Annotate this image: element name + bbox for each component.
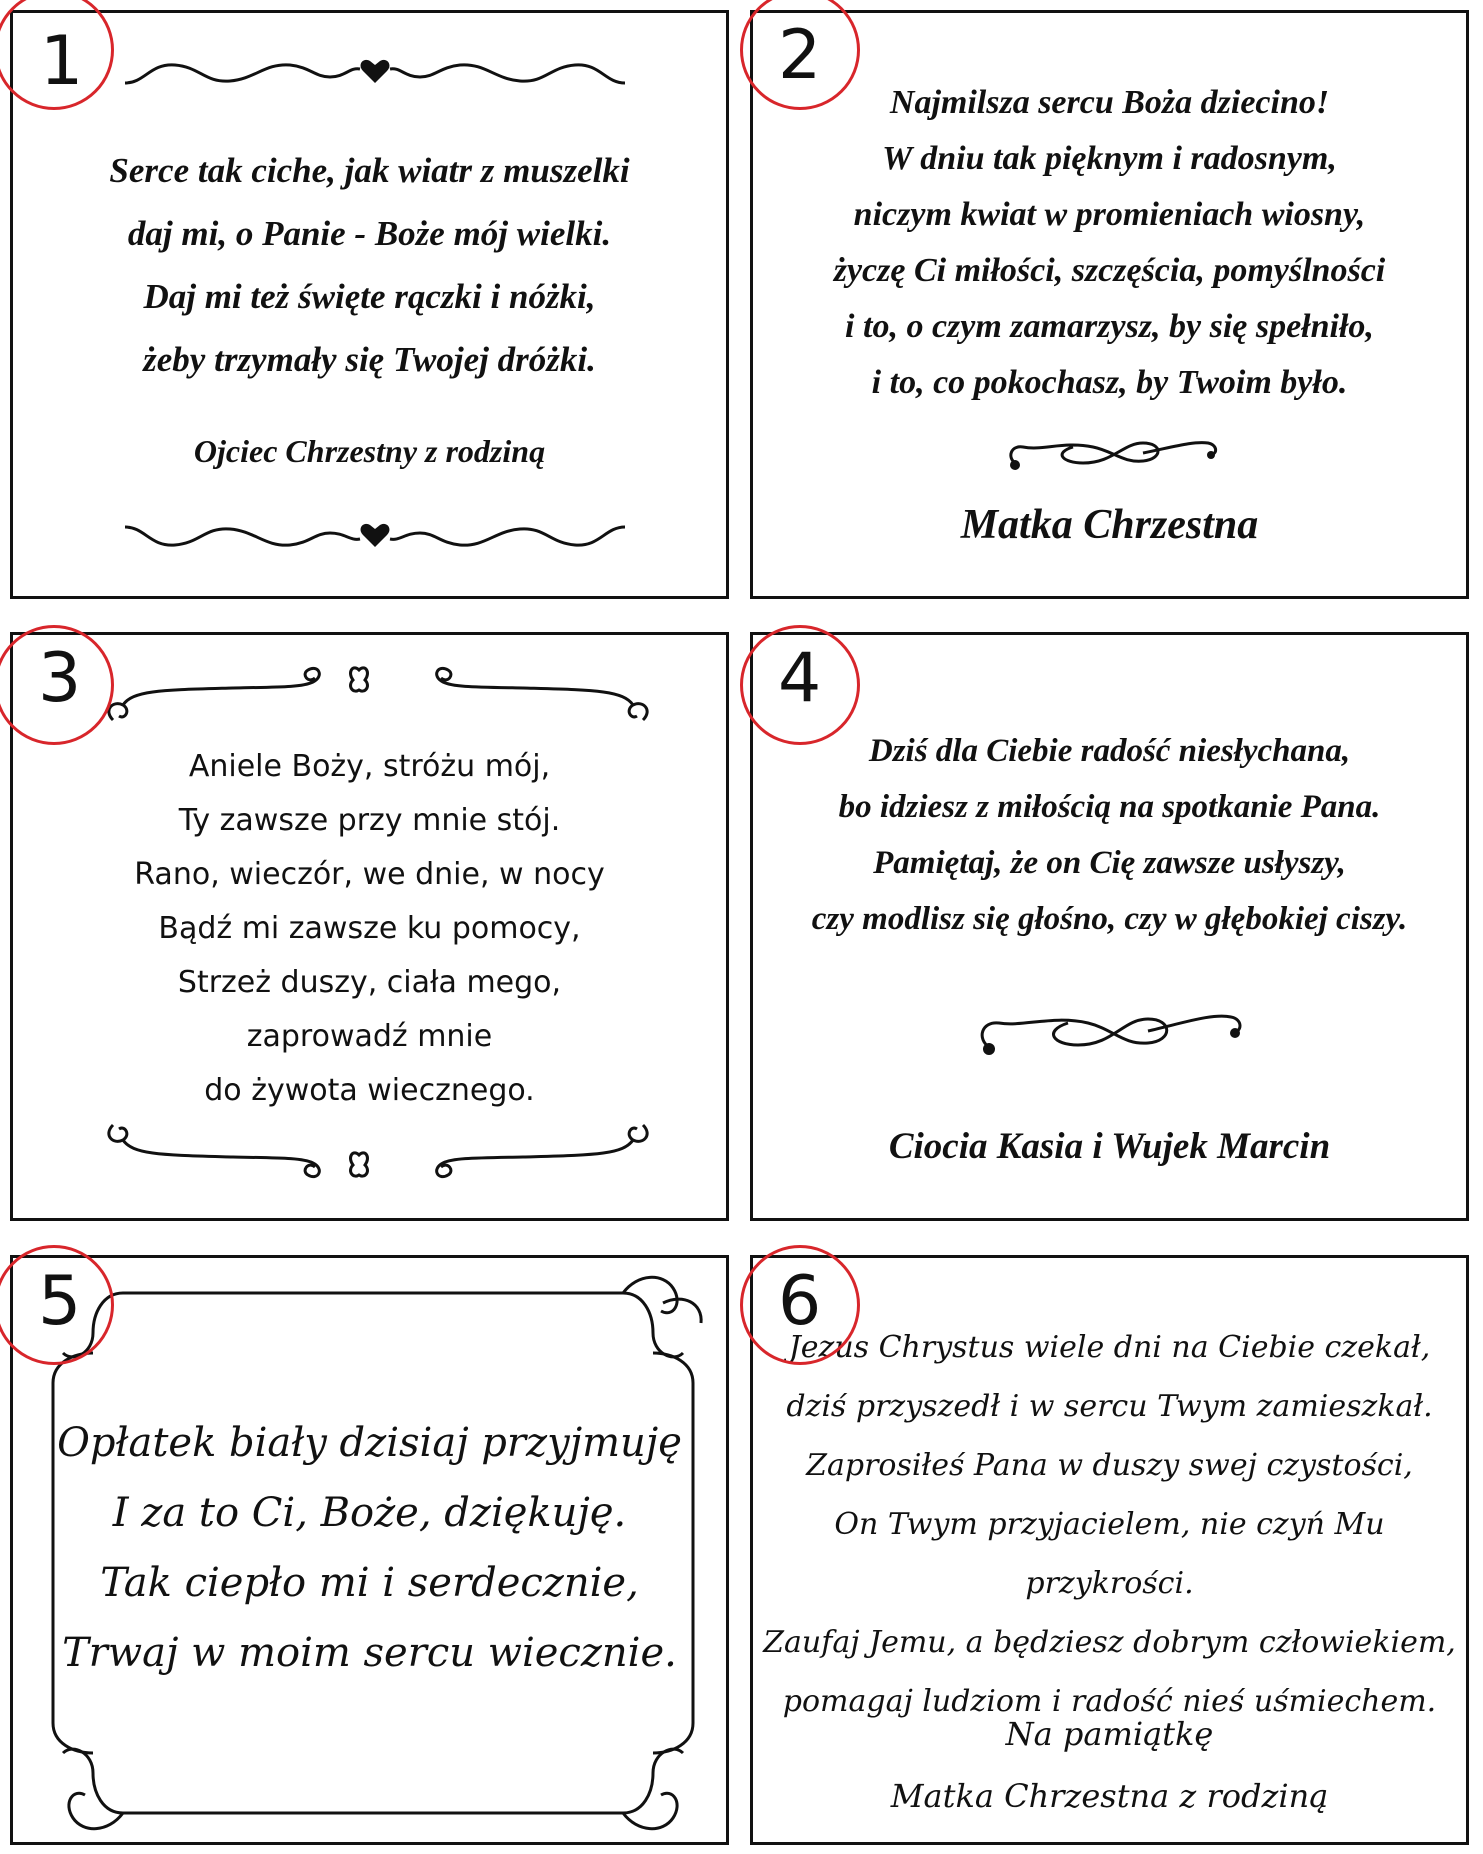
verse-6 bbox=[753, 1318, 1466, 1731]
signature-line: Na pamiątkę bbox=[1005, 1715, 1214, 1753]
signature-2: Matka Chrzestna bbox=[960, 502, 1259, 548]
card-6 bbox=[750, 1255, 1469, 1845]
card-number-4: 4 bbox=[778, 639, 822, 718]
verse-line: czy modlisz się głośno, czy w głębokiej ciszy. bbox=[811, 901, 1408, 937]
verse-line: bo idziesz z miłością na spotkanie Pana. bbox=[838, 789, 1381, 825]
verse-line: żeby trzymały się Twojej dróżki. bbox=[143, 340, 596, 379]
verse-5 bbox=[13, 1408, 726, 1688]
verse-line: niczym kwiat w promieniach wiosny, bbox=[853, 196, 1366, 233]
card-2 bbox=[750, 10, 1469, 599]
verse-line: Zaufaj Jemu, a będziesz dobrym człowiekiem, bbox=[763, 1625, 1456, 1660]
card-5 bbox=[10, 1255, 729, 1845]
verse-line: Aniele Boży, stróżu mój, bbox=[188, 749, 551, 784]
swirl-divider-top bbox=[103, 660, 663, 730]
wave-heart-divider-bottom bbox=[125, 513, 625, 558]
verse-line: Pamiętaj, że on Cię zawsze usłyszy, bbox=[873, 845, 1346, 881]
card-number-2: 2 bbox=[778, 16, 822, 95]
verse-line: Najmilsza sercu Boża dziecino! bbox=[889, 84, 1330, 121]
verse-line: zaprowadź mnie bbox=[246, 1019, 493, 1054]
verse-line: Rano, wieczór, we dnie, w nocy bbox=[134, 857, 605, 892]
verse-line: i to, o czym zamarzysz, by się spełniło, bbox=[845, 308, 1374, 345]
card-number-3: 3 bbox=[38, 639, 82, 718]
verse-line: do żywota wiecznego. bbox=[204, 1073, 535, 1108]
verse-1 bbox=[13, 139, 726, 391]
card-4 bbox=[750, 632, 1469, 1221]
verse-line: Zaprosiłeś Pana w duszy swej czystości, bbox=[806, 1448, 1413, 1483]
wave-heart-divider-top bbox=[125, 55, 625, 95]
verse-line: dziś przyszedł i w sercu Twym zamieszkał. bbox=[786, 1389, 1433, 1424]
infinity-flourish bbox=[1003, 433, 1223, 478]
verse-line: Opłatek biały dzisiaj przyjmuję bbox=[57, 1420, 682, 1466]
verse-line: Trwaj w moim sercu wiecznie. bbox=[62, 1630, 677, 1676]
verse-3 bbox=[13, 740, 726, 1118]
swirl-divider-bottom bbox=[103, 1115, 663, 1185]
verse-line: Jezus Chrystus wiele dni na Ciebie czekał, bbox=[788, 1330, 1431, 1365]
verse-line: daj mi, o Panie - Boże mój wielki. bbox=[127, 214, 612, 253]
signature-1: Ojciec Chrzestny z rodziną bbox=[193, 433, 546, 469]
verse-line: życzę Ci miłości, szczęścia, pomyślności bbox=[833, 252, 1386, 289]
verse-line: pomagaj ludziom i radość nieś uśmiechem. bbox=[782, 1684, 1437, 1719]
verse-line: Tak ciepło mi i serdecznie, bbox=[100, 1560, 639, 1606]
verse-line: I za to Ci, Boże, dziękuję. bbox=[112, 1490, 627, 1536]
signature-4: Ciocia Kasia i Wujek Marcin bbox=[888, 1126, 1331, 1167]
verse-line: Dziś dla Ciebie radość niesłychana, bbox=[868, 733, 1351, 769]
signature-6 bbox=[753, 1703, 1466, 1827]
verse-line: W dniu tak pięknym i radosnym, bbox=[882, 140, 1337, 177]
verse-line: i to, co pokochasz, by Twoim było. bbox=[871, 364, 1348, 401]
card-3 bbox=[10, 632, 729, 1221]
verse-4 bbox=[753, 723, 1466, 947]
infinity-flourish bbox=[973, 1005, 1253, 1065]
verse-line: On Twym przyjacielem, nie czyń Mu przykrości. bbox=[834, 1507, 1385, 1601]
verse-line: Strzeż duszy, ciała mego, bbox=[177, 965, 562, 1000]
signature-line: Matka Chrzestna z rodziną bbox=[890, 1777, 1329, 1815]
verse-line: Daj mi też święte rączki i nóżki, bbox=[143, 277, 596, 316]
verse-line: Bądź mi zawsze ku pomocy, bbox=[158, 911, 581, 946]
verse-line: Ty zawsze przy mnie stój. bbox=[178, 803, 561, 838]
verse-line: Serce tak ciche, jak wiatr z muszelki bbox=[109, 151, 630, 190]
card-1 bbox=[10, 10, 729, 599]
card-number-6: 6 bbox=[778, 1262, 822, 1341]
card-number-1: 1 bbox=[40, 22, 84, 101]
verse-2 bbox=[753, 75, 1466, 411]
card-number-5: 5 bbox=[38, 1262, 82, 1341]
